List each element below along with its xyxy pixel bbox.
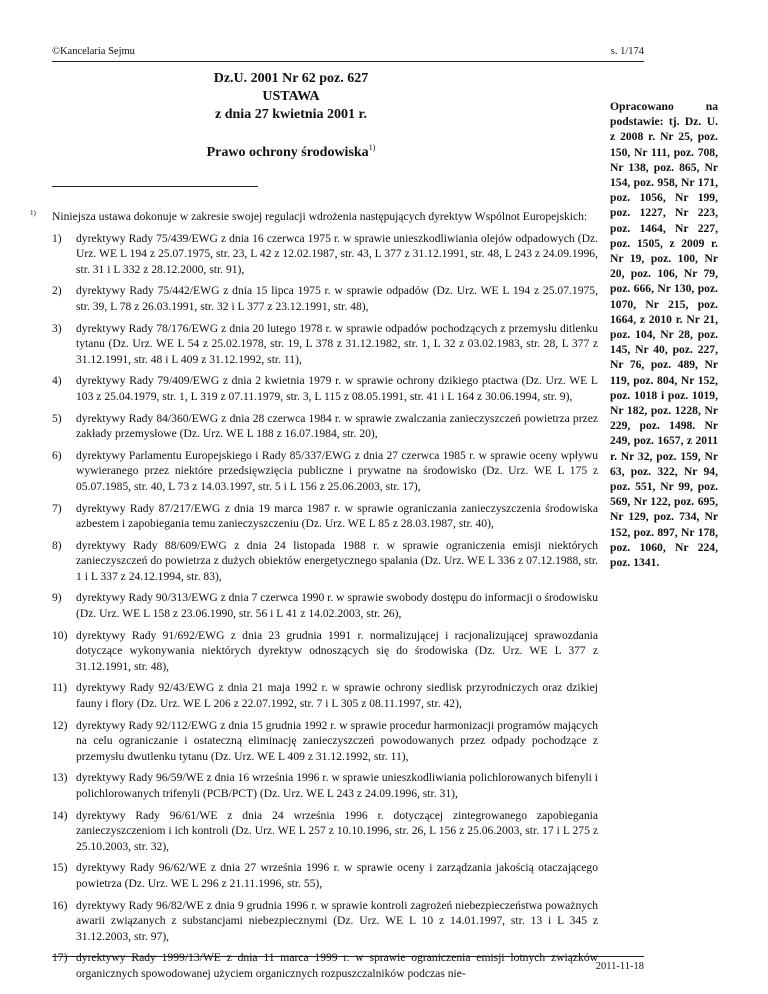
directive-text: dyrektywy Rady 1999/13/WE z dnia 11 marca 1999 r. w sprawie ograniczenia emisji lotnych związków organicznych spowodowanej użyciem organicznych rozpuszczalników podczas nie- [76, 951, 598, 980]
directive-item [52, 231, 598, 278]
page-header [52, 46, 644, 60]
directive-number: 16) [52, 898, 68, 912]
directive-item [52, 898, 598, 945]
directive-text: dyrektywy Rady 91/692/EWG z dnia 23 grudnia 1991 r. normalizującej i racjonalizującej sprawozdania dotyczące wykonywania niektórych dyrektyw odnoszących się do środowiska (Dz. Urz. WE L 377 z 31.12.1991, str. 48), [76, 628, 598, 673]
directive-item [52, 373, 598, 404]
page-number: s. 1/174 [610, 46, 644, 57]
directive-item [52, 448, 598, 495]
directive-number: 1) [52, 231, 62, 245]
directive-number: 2) [52, 284, 62, 298]
directive-text: dyrektywy Rady 75/442/EWG z dnia 15 lipca 1975 r. w sprawie odpadów (Dz. Urz. WE L 194 z 25.07.1975, str. 39, L 78 z 26.03.1991, str. 32 i L 377 z 23.12.1991, str. 48), [76, 284, 598, 313]
directive-number: 11) [52, 681, 68, 695]
directive-item [52, 860, 598, 891]
directive-number: 3) [52, 321, 62, 335]
footnote [30, 209, 598, 982]
act-name: Prawo ochrony środowiska [206, 145, 369, 160]
act-title [52, 145, 530, 161]
directive-number: 4) [52, 374, 62, 388]
directive-number: 8) [52, 538, 62, 552]
directive-item [52, 283, 598, 314]
directive-number: 13) [52, 771, 68, 785]
directive-item [52, 680, 598, 711]
footnote-reference: 1) [368, 143, 376, 152]
directive-text: dyrektywy Rady 96/61/WE z dnia 24 września 1996 r. dotyczącej zintegrowanego zapobiegania zanieczyszczeniom i ich kontroli (Dz. Urz. WE L 257 z 10.10.1996, str. 26, L 156 z 25.06.2003, str. 17 i L 275 z 25.10.2003, str. 32), [76, 808, 598, 853]
header-divider [52, 61, 644, 62]
directive-text: dyrektywy Parlamentu Europejskiego i Rady 85/337/EWG z dnia 27 czerwca 1985 r. w sprawie oceny wpływu wywieranego przez niektóre przedsięwzięcia publiczne i prywatne na środowisko (Dz. Urz. WE L 175 z 05.07.1985, str. 40, L 73 z 14.03.1997, str. 5 i L 156 z 25.06.2003, str. 17), [76, 448, 598, 493]
directive-number: 6) [52, 448, 62, 462]
directive-item [52, 590, 598, 621]
document-date: z dnia 27 kwietnia 2001 r. [215, 107, 367, 122]
directive-text: dyrektywy Rady 84/360/EWG z dnia 28 czerwca 1984 r. w sprawie zwalczania zanieczyszczeń powietrza przez zakłady przemysłowe (Dz. Urz. WE L 188 z 16.07.1984, str. 20), [76, 411, 598, 441]
footnote-intro-text: Niniejsza ustawa dokonuje w zakresie swojej regulacji wdrożenia następujących dyrektyw Wspólnot Europejskich: [52, 210, 588, 223]
document-type: USTAWA [262, 89, 320, 104]
directive-text: dyrektywy Rady 79/409/EWG z dnia 2 kwietnia 1979 r. w sprawie ochrony dzikiego ptactwa (Dz. Urz. WE L 103 z 25.04.1979, str. 1, L 319 z 07.11.1979, str. 3, L 115 z 08.05.1991, str. 41 i L 164 z 30.06.1994, str. 9), [76, 374, 598, 403]
directive-item [52, 770, 598, 801]
directive-number: 17) [52, 951, 68, 965]
directive-text: dyrektywy Rady 78/176/EWG z dnia 20 lutego 1978 r. w sprawie odpadów pochodzących z przemysłu ditlenku tytanu (Dz. Urz. WE L 54 z 25.02.1978, str. 19, L 378 z 31.12.1982, str. 1, L 32 z 03.02.1983, str. 28, L 377 z 31.12.1991, str. 48 i L 409 z 31.12.1992, str. 11), [76, 321, 598, 366]
directive-number: 7) [52, 501, 62, 515]
footnote-intro: 1) Niniejsza ustawa dokonuje w zakresie swojej regulacji wdrożenia następujących dyrektyw Wspólnot Europejskich: [30, 209, 588, 223]
directive-text: dyrektywy Rady 96/82/WE z dnia 9 grudnia 1996 r. w sprawie kontroli zagrożeń niebezpieczeństwa poważnych awarii związanych z substancjami niebezpiecznymi (Dz. Urz. WE L 10 z 14.01.1997, str. 13 i L 345 z 31.12.2003, str. 97), [76, 898, 598, 943]
directive-item [52, 501, 598, 532]
directive-number: 15) [52, 861, 68, 875]
directive-text: dyrektywy Rady 88/609/EWG z dnia 24 listopada 1988 r. w sprawie ograniczenia emisji niektórych zanieczyszczeń do powietrza z dużych obiektów energetycznego spalania (Dz. Urz. WE L 336 z 07.12.1988, str. 1 i L 337 z 24.12.1994, str. 83), [76, 538, 598, 583]
footer-divider [52, 956, 644, 957]
journal-reference: Dz.U. 2001 Nr 62 poz. 627 [213, 71, 369, 86]
footnote-divider [52, 186, 258, 187]
directive-text: dyrektywy Rady 92/112/EWG z dnia 15 grudnia 1992 r. w sprawie procedur harmonizacji programów mających na celu ograniczanie i ostateczną eliminację zanieczyszczeń powodowanych przez odpady pochodzące z przemysłu dwutlenku tytanu (Dz. Urz. WE L 409 z 31.12.1992, str. 11), [76, 718, 598, 763]
publisher-label: ©Kancelaria Sejmu [52, 46, 135, 57]
directive-number: 9) [52, 591, 62, 605]
directive-item [52, 411, 598, 442]
directive-item [52, 808, 598, 855]
directive-list [52, 231, 598, 982]
directive-item [52, 538, 598, 585]
directive-number: 10) [52, 628, 68, 642]
directive-text: dyrektywy Rady 90/313/EWG z dnia 7 czerwca 1990 r. w sprawie swobody dostępu do informacji o środowisku (Dz. Urz. WE L 158 z 23.06.1990, str. 56 i L 41 z 14.02.2003, str. 26), [76, 591, 598, 621]
directive-text: dyrektywy Rady 87/217/EWG z dnia 19 marca 1987 r. w sprawie ograniczania zanieczyszczenia środowiska azbestem i zapobiegania temu zanieczyszczeniu (Dz. Urz. WE L 85 z 28.03.1987, str. 40), [76, 501, 598, 531]
directive-number: 14) [52, 808, 68, 822]
directive-item [52, 321, 598, 368]
source-note: Opracowano na podstawie: tj. Dz. U. z 2008 r. Nr 25, poz. 150, Nr 111, poz. 708, Nr 138, poz. 865, Nr 154, poz. 958, Nr 171, poz. 1056, Nr 199, poz. 1227, Nr 223, poz. 1464, Nr 227, poz. 1505, z 2009 r. Nr 19, poz. 100, Nr 20, poz. 106, Nr 79, poz. 666, Nr 130, poz. 1070, Nr 215, poz. 1664, z 2010 r. Nr 21, poz. 104, Nr 28, poz. 145, Nr 40, poz. 227, Nr 76, poz. 489, Nr 119, poz. 804, Nr 152, poz. 1018 i poz. 1019, Nr 182, poz. 1228, Nr 229, poz. 1498. Nr 249, poz. 1657, z 2011 r. Nr 32, poz. 159, Nr 63, poz. 322, Nr 94, poz. 551, Nr 99, poz. 569, Nr 122, poz. 695, Nr 129, poz. 734, Nr 152, poz. 897, Nr 178, poz. 1060, Nr 224, poz. 1341. [610, 100, 718, 570]
directive-text: dyrektywy Rady 75/439/EWG z dnia 16 czerwca 1975 r. w sprawie unieszkodliwiania olejów odpadowych (Dz. Urz. WE L 194 z 25.07.1975, str. 23, L 42 z 12.02.1987, str. 43, L 377 z 31.12.1991, str. 48, L 243 z 24.09.1996, str. 31 i L 332 z 28.12.2000, str. 91), [76, 231, 598, 276]
directive-item [52, 628, 598, 675]
directive-number: 5) [52, 411, 62, 425]
page-footer [52, 956, 644, 972]
directive-text: dyrektywy Rady 96/62/WE z dnia 27 września 1996 r. w sprawie oceny i zarządzania jakością otaczającego powietrza (Dz. Urz. WE L 296 z 21.11.1996, str. 55), [76, 861, 598, 890]
footer-date: 2011-11-18 [595, 961, 644, 972]
directive-item [52, 718, 598, 765]
directive-text: dyrektywy Rady 92/43/EWG z dnia 21 maja 1992 r. w sprawie ochrony siedlisk przyrodniczych oraz dzikiej fauny i flory (Dz. Urz. WE L 206 z 22.07.1992, str. 7 i L 305 z 08.11.1997, str. 42), [76, 681, 598, 711]
directive-text: dyrektywy Rady 96/59/WE z dnia 16 września 1996 r. w sprawie unieszkodliwiania polichlorowanych bifenyli i polichlorowanych trifenyli (PCB/PCT) (Dz. Urz. WE L 243 z 24.09.1996, str. 31), [76, 771, 598, 800]
directive-number: 12) [52, 718, 68, 732]
